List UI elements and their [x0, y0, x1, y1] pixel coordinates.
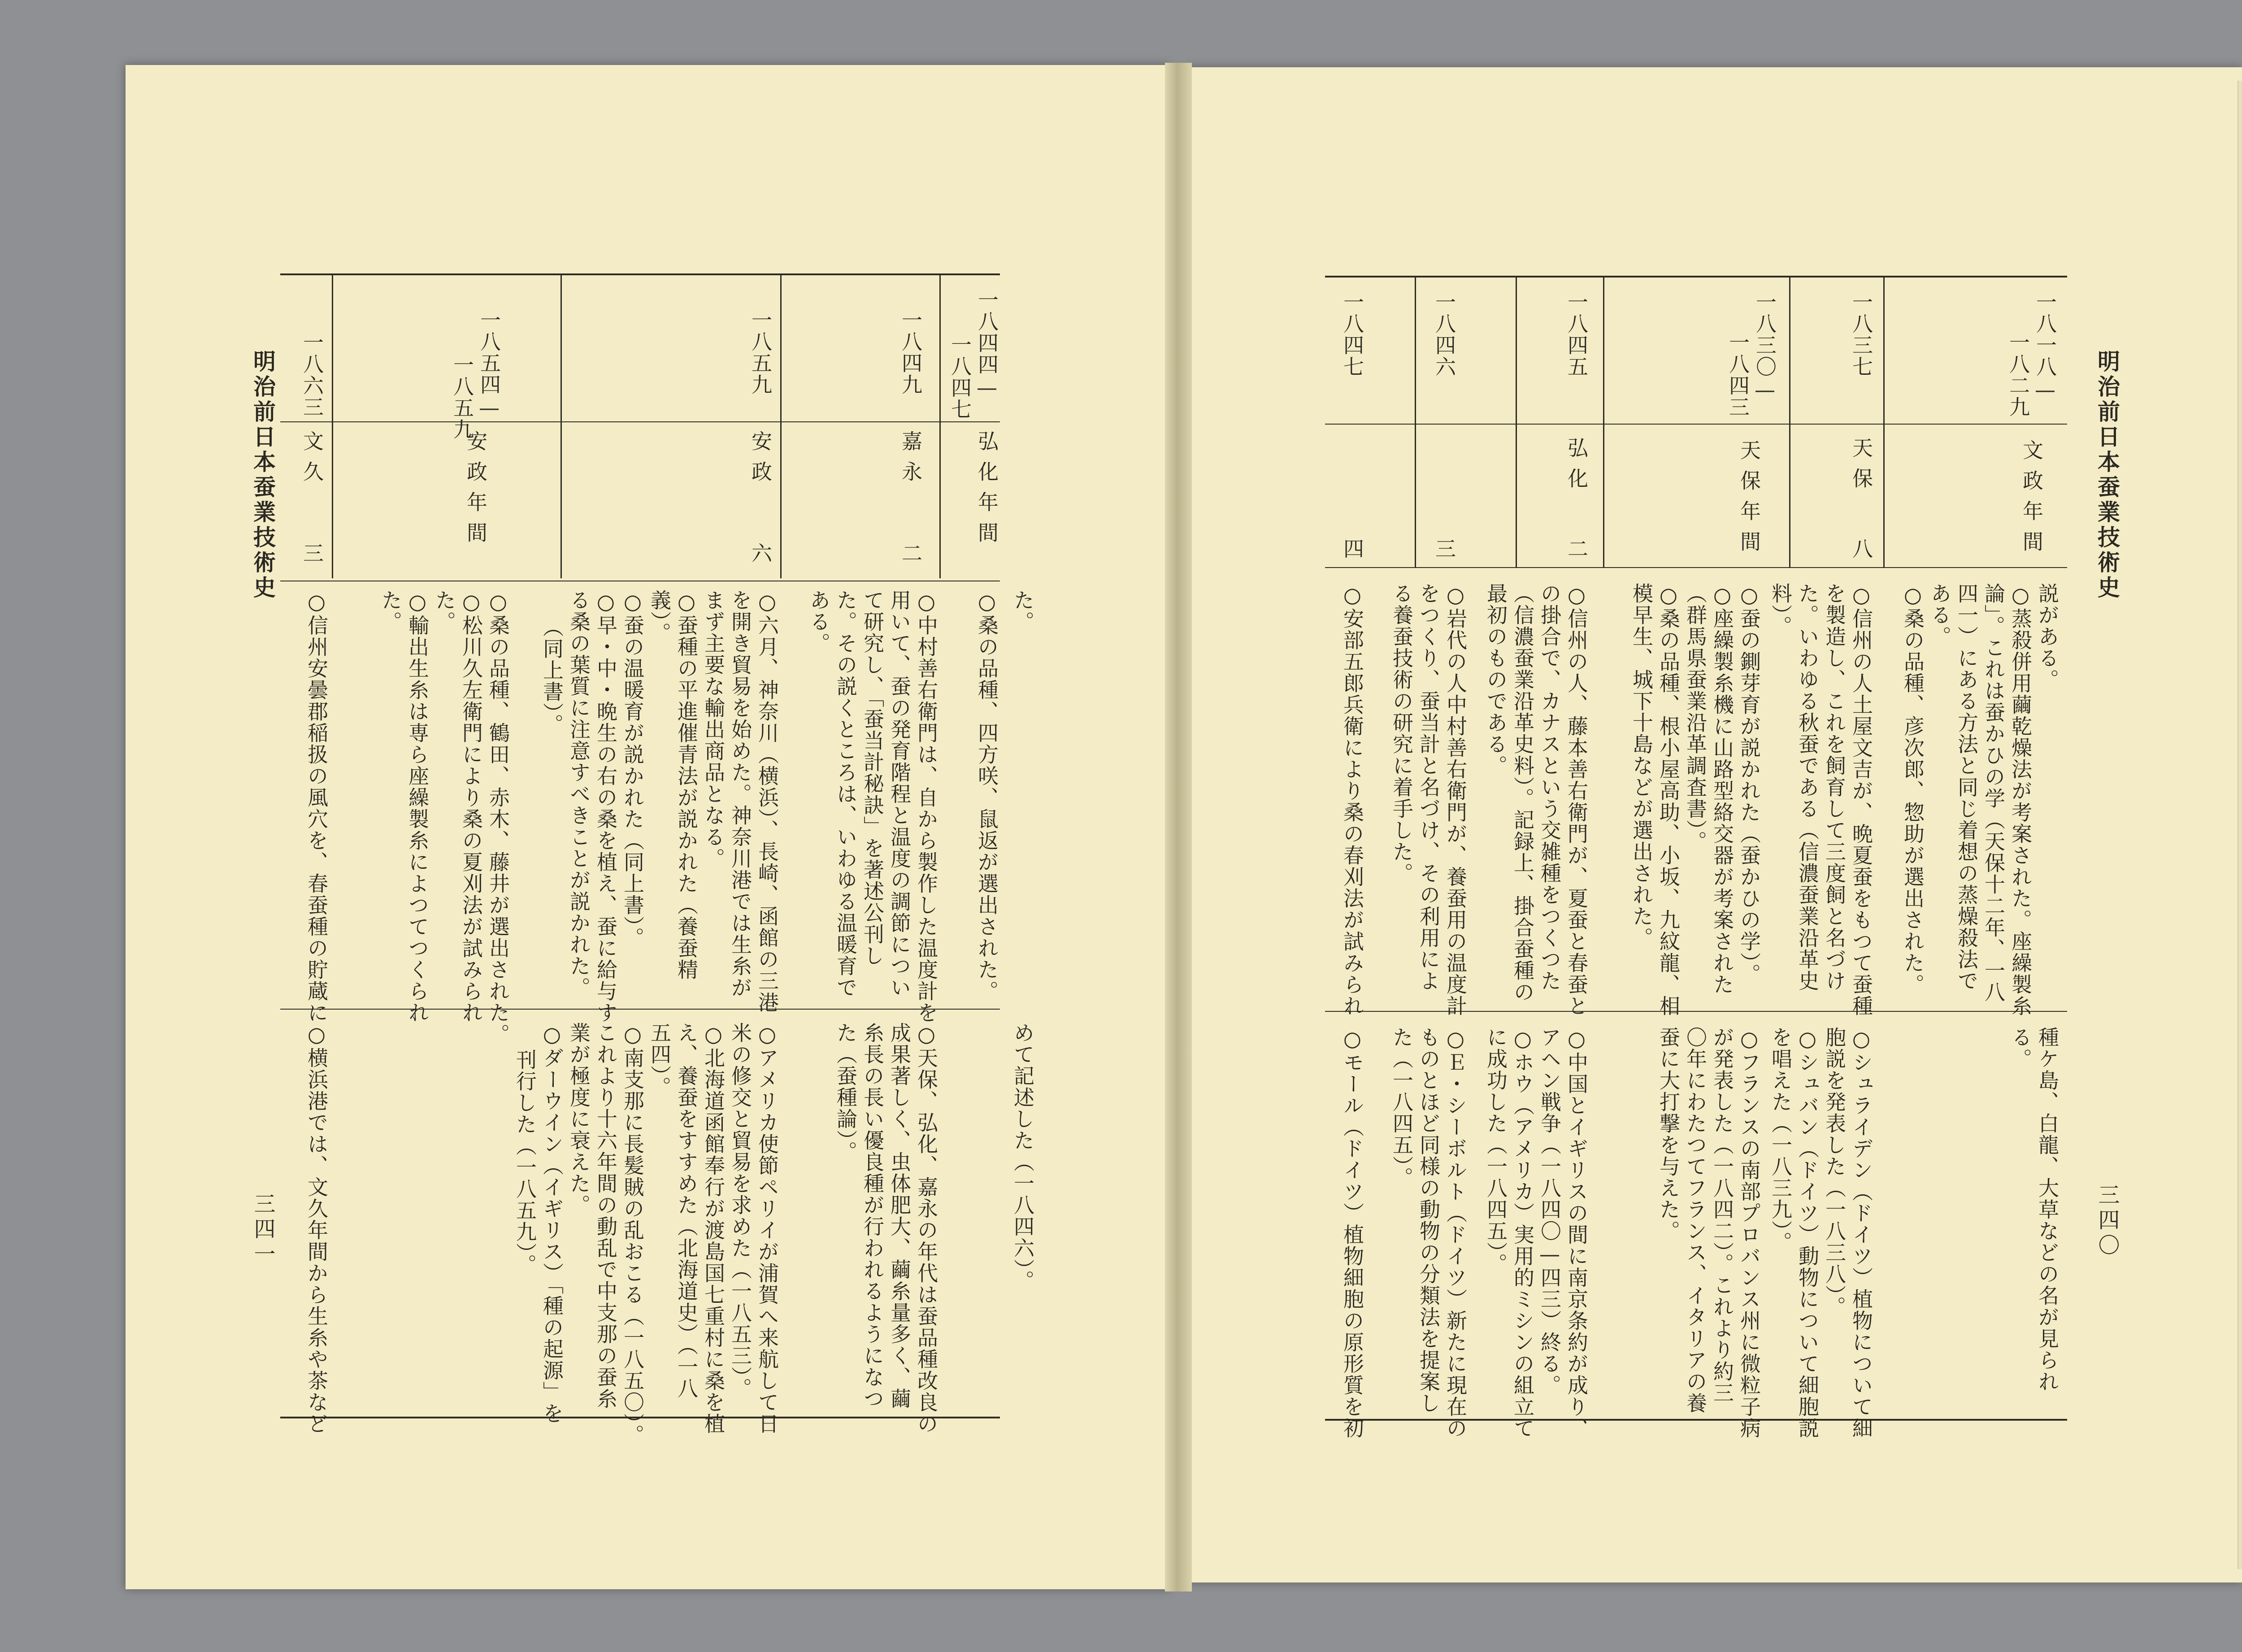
entry-line: た。	[1011, 590, 1035, 633]
entry-line: ある。	[807, 590, 831, 654]
entry-line: （信濃蚕業沿革史料）。記録上、掛合蚕種の	[1511, 583, 1535, 1003]
year-cell: 一八四九	[899, 309, 923, 395]
page-edges	[2238, 81, 2242, 1569]
entry-line: ○信州の人、藤本善右衛門が、夏蚕と春蚕と	[1564, 583, 1589, 1017]
year-cell: 一八四六	[1432, 291, 1456, 377]
entry-line: た。その説くところは、いわゆる温暖育で	[834, 590, 858, 998]
entry-line: ○輸出生糸は専ら座繰製糸によつてつくられ	[405, 590, 430, 1023]
entry-line: （群馬県蚕業沿革調査書）。	[1683, 583, 1708, 852]
entry-line: 刊行した（一八五九）。	[513, 1049, 537, 1275]
book-gutter	[1165, 63, 1192, 1591]
row-divider-right-3	[1603, 276, 1604, 567]
row-divider-right-4	[1516, 276, 1517, 567]
entry-line: まず主要な輸出商品となる。	[701, 590, 726, 869]
entry-line: （同上書）。	[540, 616, 564, 735]
entry-line: ○安部五郎兵衛により桑の春刈法が試みられ	[1340, 583, 1364, 1017]
row-divider-left-1	[939, 273, 941, 578]
entry-line: 用いて、蚕の発育階程と温度の調節につい	[887, 590, 912, 998]
entry-line: ○蒸殺併用繭乾燥法が考案された。座繰製糸	[2008, 583, 2033, 1017]
row-divider-left-2	[780, 273, 782, 578]
entry-line: た。	[432, 590, 456, 633]
row-divider-right-5	[1415, 276, 1416, 567]
year-cell: 一八三〇—	[1753, 291, 1777, 403]
entry-line: る。	[2008, 1027, 2033, 1070]
era-year-cell: 六	[748, 542, 773, 564]
running-head-left: 明治前日本蚕業技術史	[250, 350, 276, 601]
entry-line: 種ケ島、白龍、大草などの名が見られ	[2035, 1027, 2060, 1392]
entry-line: 糸長の長い優良種が行われるようになつ	[860, 1022, 885, 1409]
year-cell: 一八四七	[1340, 291, 1364, 377]
entry-line: ○桑の品種、根小屋高助、小坂、九紋龍、相	[1656, 583, 1681, 1017]
table-bottom-rule-right	[1325, 1419, 2067, 1421]
entry-line: 業が極度に衰えた。	[567, 1022, 591, 1216]
entry-line: ○中国とイギリスの間に南京条約が成り、	[1564, 1027, 1589, 1439]
entry-line: ○蚕の鍘芽育が説かれた（蚕かひの学）。	[1737, 583, 1761, 985]
year-cell: 一八二九	[2006, 332, 2030, 418]
year-cell: 一八四三	[1726, 332, 1750, 418]
entry-line: に成功した（一八四五）。	[1484, 1027, 1508, 1275]
era-year-cell: 二	[1564, 538, 1589, 559]
table-top-rule-left	[280, 273, 1000, 275]
era-cell: 安政	[748, 430, 773, 491]
entry-line: ものとほど同様の動物の分類法を提案し	[1416, 1027, 1441, 1414]
era-cell: 安政年間	[464, 430, 488, 552]
entry-line: ○松川久左衛門により桑の夏刈法が試みられ	[459, 590, 483, 1023]
year-cell: 一八六三	[300, 332, 324, 418]
entry-line: た（蚕種論）。	[834, 1022, 858, 1162]
entry-line: ○ホウ（アメリカ）実用的ミシンの組立て	[1511, 1027, 1535, 1439]
entry-line: 四一）にある方法と同じ着想の蒸燥殺法で	[1955, 583, 1979, 992]
entry-line: 模早生、城下十島などが選出された。	[1629, 583, 1654, 949]
year-cell: 一八一八—	[2033, 291, 2057, 403]
entry-line: を唱えた（一八三九）。	[1768, 1027, 1793, 1253]
entry-line: ○蚕の温暖育が説かれた（同上書）。	[621, 590, 645, 949]
entry-line: 米の修交と貿易を求めた（一八五三）。	[728, 1022, 752, 1399]
table-body-rule-right	[1325, 567, 2067, 568]
entry-line: た（一八四五）。	[1390, 1027, 1414, 1188]
entry-line: ○中村善右衛門は、自から製作した温度計を	[914, 590, 939, 1023]
entry-line: ○桑の品種、鶴田、赤木、藤井が選出された。	[486, 590, 510, 1045]
era-year-cell: 三	[300, 542, 324, 564]
entry-line: 説がある。	[2035, 583, 2060, 690]
entry-line: これより十六年間の動乱で中支那の蚕糸	[594, 1022, 618, 1409]
table-mid-rule-left	[280, 1009, 1000, 1010]
entry-line: を製造し、これを飼育して三度飼と名づけ	[1822, 583, 1847, 992]
era-cell: 天保	[1849, 437, 1873, 498]
entry-line: る桑の葉質に注意すべきことが説かれた。	[567, 590, 591, 998]
entry-line: ○信州安曇郡稲扱の風穴を、春蚕種の貯蔵に	[304, 590, 329, 1023]
entry-line: 義）。	[647, 590, 672, 644]
entry-line: アヘン戦争（一八四〇—四三）終る。	[1538, 1027, 1562, 1396]
year-cell: 一八四五	[1564, 291, 1589, 377]
year-cell: 一八五九	[450, 354, 474, 440]
page-number-left: 三四一	[250, 1192, 275, 1268]
entry-line: ○座繰製糸機に山路型絡交器が考案された	[1710, 583, 1734, 995]
entry-line: めて記述した（一八四六）。	[1011, 1022, 1035, 1292]
table-mid-rule-right	[1325, 1011, 2067, 1012]
era-year-cell: 三	[1432, 538, 1456, 559]
entry-line: ○フランスの南部プロバンス州に微粒子病	[1737, 1027, 1761, 1439]
entry-line: 論」。これは蚕かひの学（天保十二年、一八	[1981, 583, 2006, 1003]
entry-line: ○シュバン（ドイツ）動物について細胞説	[1795, 1027, 1820, 1439]
year-cell: 一八四七	[948, 334, 972, 420]
table-era-rule-right	[1325, 424, 2067, 425]
year-cell: 一八五九	[748, 309, 773, 395]
entry-line: の掛合で、カナスという交雑種をつくつた	[1538, 583, 1562, 992]
entry-line: 蚕に大打撃を与えた。	[1656, 1027, 1681, 1242]
row-divider-left-4	[332, 273, 333, 578]
era-cell: 文政年間	[2020, 439, 2044, 561]
year-cell: 一八四四—	[975, 289, 999, 400]
entry-line: ○六月、神奈川（横浜）、長崎、函館の三港	[755, 590, 779, 1013]
entry-line: が発表した（一八四二）。これより約三	[1710, 1027, 1734, 1404]
entry-line: ある。	[1928, 583, 1952, 647]
entry-line: ○アメリカ使節ペリイが浦賀へ来航して日	[755, 1022, 779, 1435]
entry-line: て研究し、「蚕当計秘訣」を著述公刊し	[860, 590, 885, 967]
entry-line: ○北海道函館奉行が渡島国七重村に桑を植	[701, 1022, 726, 1435]
entry-line: ○横浜港では、文久年間から生糸や茶など	[304, 1022, 329, 1435]
entry-line: ○モール（ドイツ）植物細胞の原形質を初	[1340, 1027, 1364, 1439]
era-cell: 弘化	[1564, 437, 1589, 498]
era-cell: 嘉永	[899, 430, 923, 491]
entry-line: る養蚕技術の研究に着手した。	[1390, 583, 1414, 884]
entry-line: え、養蚕をすすめた（北海道史）（一八	[674, 1022, 699, 1399]
entry-line: ○ダーウイン（イギリス）「種の起源」を	[540, 1022, 564, 1424]
entry-line: 最初のものである。	[1484, 583, 1508, 776]
era-year-cell: 四	[1340, 538, 1364, 559]
entry-line: ○岩代の人中村善右衛門が、養蚕用の温度計	[1443, 583, 1468, 1017]
table-era-rule-left	[280, 421, 1000, 422]
entry-line: ○南支那に長髪賊の乱おこる（一八五〇）。	[621, 1022, 645, 1446]
entry-line: 〇年にわたつてフランス、イタリアの養	[1683, 1027, 1708, 1414]
era-year-cell: 八	[1849, 538, 1873, 559]
entry-line: 料）。	[1768, 583, 1793, 637]
era-cell: 弘化年間	[975, 430, 999, 552]
left-page	[126, 65, 1170, 1589]
row-divider-left-3	[560, 273, 562, 578]
era-cell: 文久	[300, 430, 324, 491]
entry-line: ○早・中・晩生の右の桑を植え、蚕に給与す	[594, 590, 618, 1023]
entry-line: を開き貿易を始めた。神奈川港では生糸が	[728, 590, 752, 998]
entry-line: ○桑の品種、四方咲、鼠返が選出された。	[975, 590, 999, 1002]
entry-line: ○蚕種の平進催青法が説かれた（養蚕精	[674, 590, 699, 980]
entry-line: ○信州の人土屋文吉が、晩夏蚕をもつて蚕種	[1849, 583, 1873, 1017]
year-cell: 一八五四—	[477, 309, 501, 421]
year-cell: 一八三七	[1849, 291, 1873, 377]
page-number-right: 三四〇	[2094, 1184, 2120, 1259]
running-head-right: 明治前日本蚕業技術史	[2094, 350, 2120, 601]
row-divider-right-2	[1789, 276, 1790, 567]
row-divider-right-1	[1883, 276, 1885, 567]
entry-line: 五四）。	[647, 1022, 672, 1098]
entry-line: た。	[378, 590, 403, 633]
era-year-cell: 二	[899, 542, 923, 564]
table-top-rule-right	[1325, 276, 2067, 278]
era-cell: 天保年間	[1737, 439, 1761, 561]
entry-line: 胞説を発表した（一八三八）。	[1822, 1027, 1847, 1318]
entry-line: ○シュライデン（ドイツ）植物について細	[1849, 1027, 1873, 1439]
entry-line: 成果著しく、虫体肥大、繭糸量多く、繭	[887, 1022, 912, 1409]
entry-line: ○桑の品種、彦次郎、惣助が選出された。	[1901, 583, 1925, 995]
entry-line: をつくり、蚕当計と名づけ、その利用によ	[1416, 583, 1441, 992]
entry-line: ○Ｅ・シーボルト（ドイツ）新たに現在の	[1443, 1027, 1468, 1439]
entry-line: た。いわゆる秋蚕である（信濃蚕業沿革史	[1795, 583, 1820, 992]
entry-line: ○天保、弘化、嘉永の年代は蚕品種改良の	[914, 1022, 939, 1435]
